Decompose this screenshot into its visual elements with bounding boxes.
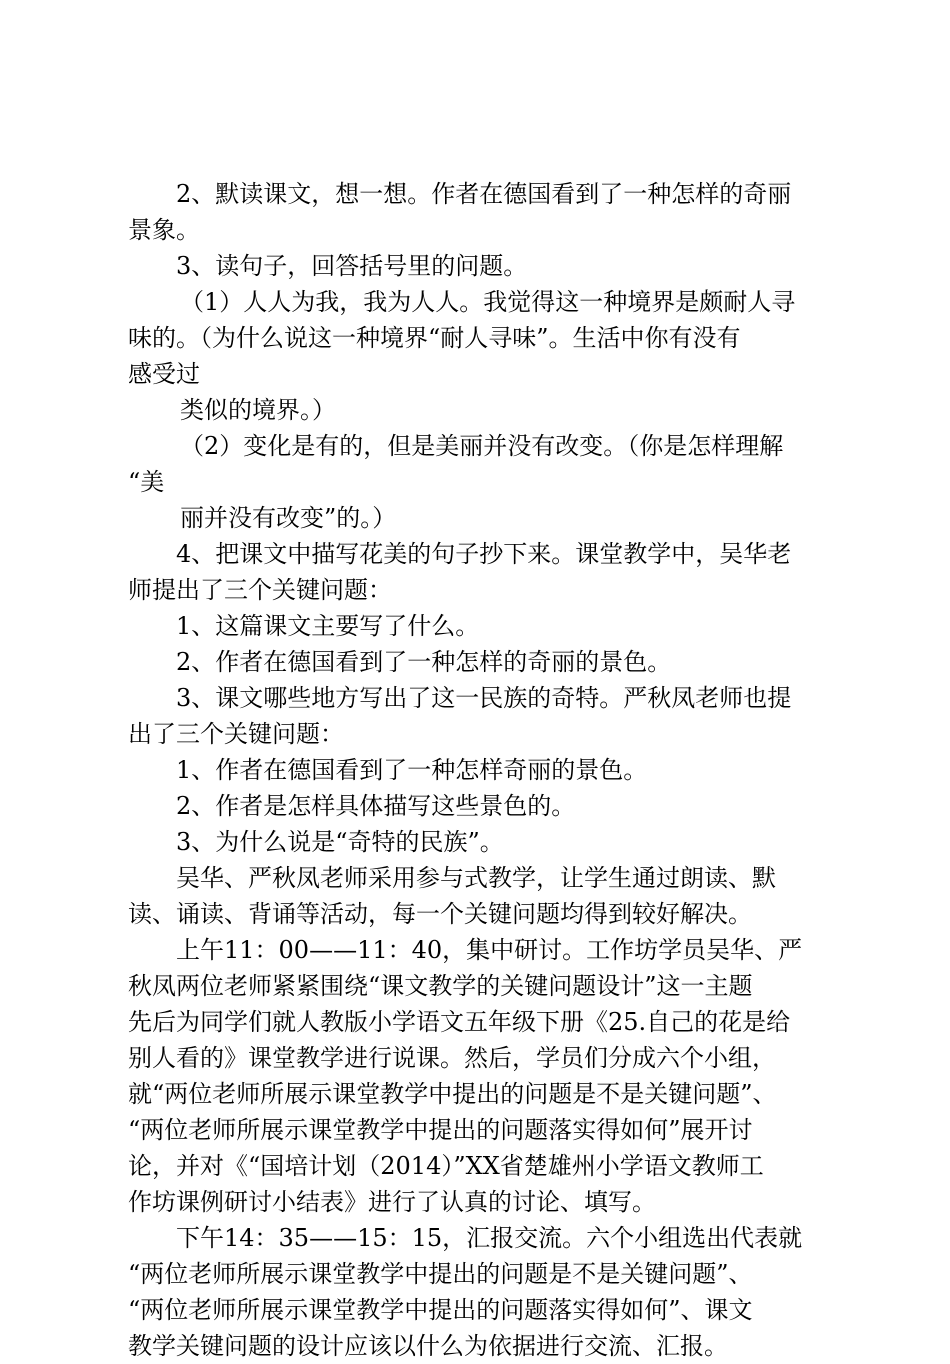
text-line: 教学关键问题的设计应该以什么为依据进行交流、汇报。 [128,1332,728,1360]
text-line: 2、默读课文，想一想。作者在德国看到了一种怎样的奇丽 [176,180,792,208]
text-line: “两位老师所展示课堂教学中提出的问题落实得如何”展开讨 [128,1116,753,1144]
text-line: 3、为什么说是“奇特的民族”。 [176,828,504,856]
text-line: 师提出了三个关键问题： [128,576,392,604]
text-line: （2）变化是有的，但是美丽并没有改变。（你是怎样理解 [180,432,784,460]
text-line: 1、这篇课文主要写了什么。 [176,612,480,640]
text-line: 3、读句子，回答括号里的问题。 [176,252,528,280]
text-line: 秋凤两位老师紧紧围绕“课文教学的关键问题设计”这一主题 [128,972,753,1000]
text-line: （1）人人为我，我为人人。我觉得这一种境界是颇耐人寻 [180,288,796,316]
document-body [128,176,833,1364]
text-line: 论，并对《“国培计划（2014）”XX省楚雄州小学语文教师工 [128,1152,764,1180]
text-line: 先后为同学们就人教版小学语文五年级下册《25.自己的花是给 [128,1008,791,1036]
text-line: 4、把课文中描写花美的句子抄下来。课堂教学中，吴华老 [176,540,792,568]
text-line: 类似的境界。） [180,396,336,424]
text-line: 2、作者是怎样具体描写这些景色的。 [176,792,576,820]
text-line: 作坊课例研讨小结表》进行了认真的讨论、填写。 [128,1188,656,1216]
text-line: 味的。（为什么说这一种境界“耐人寻味”。生活中你有没有 [128,324,741,352]
text-line: 2、作者在德国看到了一种怎样的奇丽的景色。 [176,648,672,676]
text-line: 1、作者在德国看到了一种怎样奇丽的景色。 [176,756,648,784]
text-line: 下午14：35——15：15，汇报交流。六个小组选出代表就 [176,1224,803,1252]
text-line: 感受过 [128,360,200,388]
text-line: 就“两位老师所展示课堂教学中提出的问题是不是关键问题”、 [128,1080,777,1108]
text-line: “两位老师所展示课堂教学中提出的问题落实得如何”、课文 [128,1296,753,1324]
text-line: “两位老师所展示课堂教学中提出的问题是不是关键问题”、 [128,1260,753,1288]
text-line: “美 [128,468,165,496]
text-line: 读、诵读、背诵等活动，每一个关键问题均得到较好解决。 [128,900,752,928]
text-line: 出了三个关键问题： [128,720,344,748]
text-line: 景象。 [128,216,200,244]
text-line: 3、课文哪些地方写出了这一民族的奇特。严秋凤老师也提 [176,684,792,712]
text-line: 别人看的》课堂教学进行说课。然后，学员们分成六个小组， [128,1044,776,1072]
text-line: 上午11：00——11：40，集中研讨。工作坊学员吴华、严 [176,936,803,964]
text-line: 吴华、严秋凤老师采用参与式教学，让学生通过朗读、默 [176,864,776,892]
text-line: 丽并没有改变”的。） [180,504,397,532]
